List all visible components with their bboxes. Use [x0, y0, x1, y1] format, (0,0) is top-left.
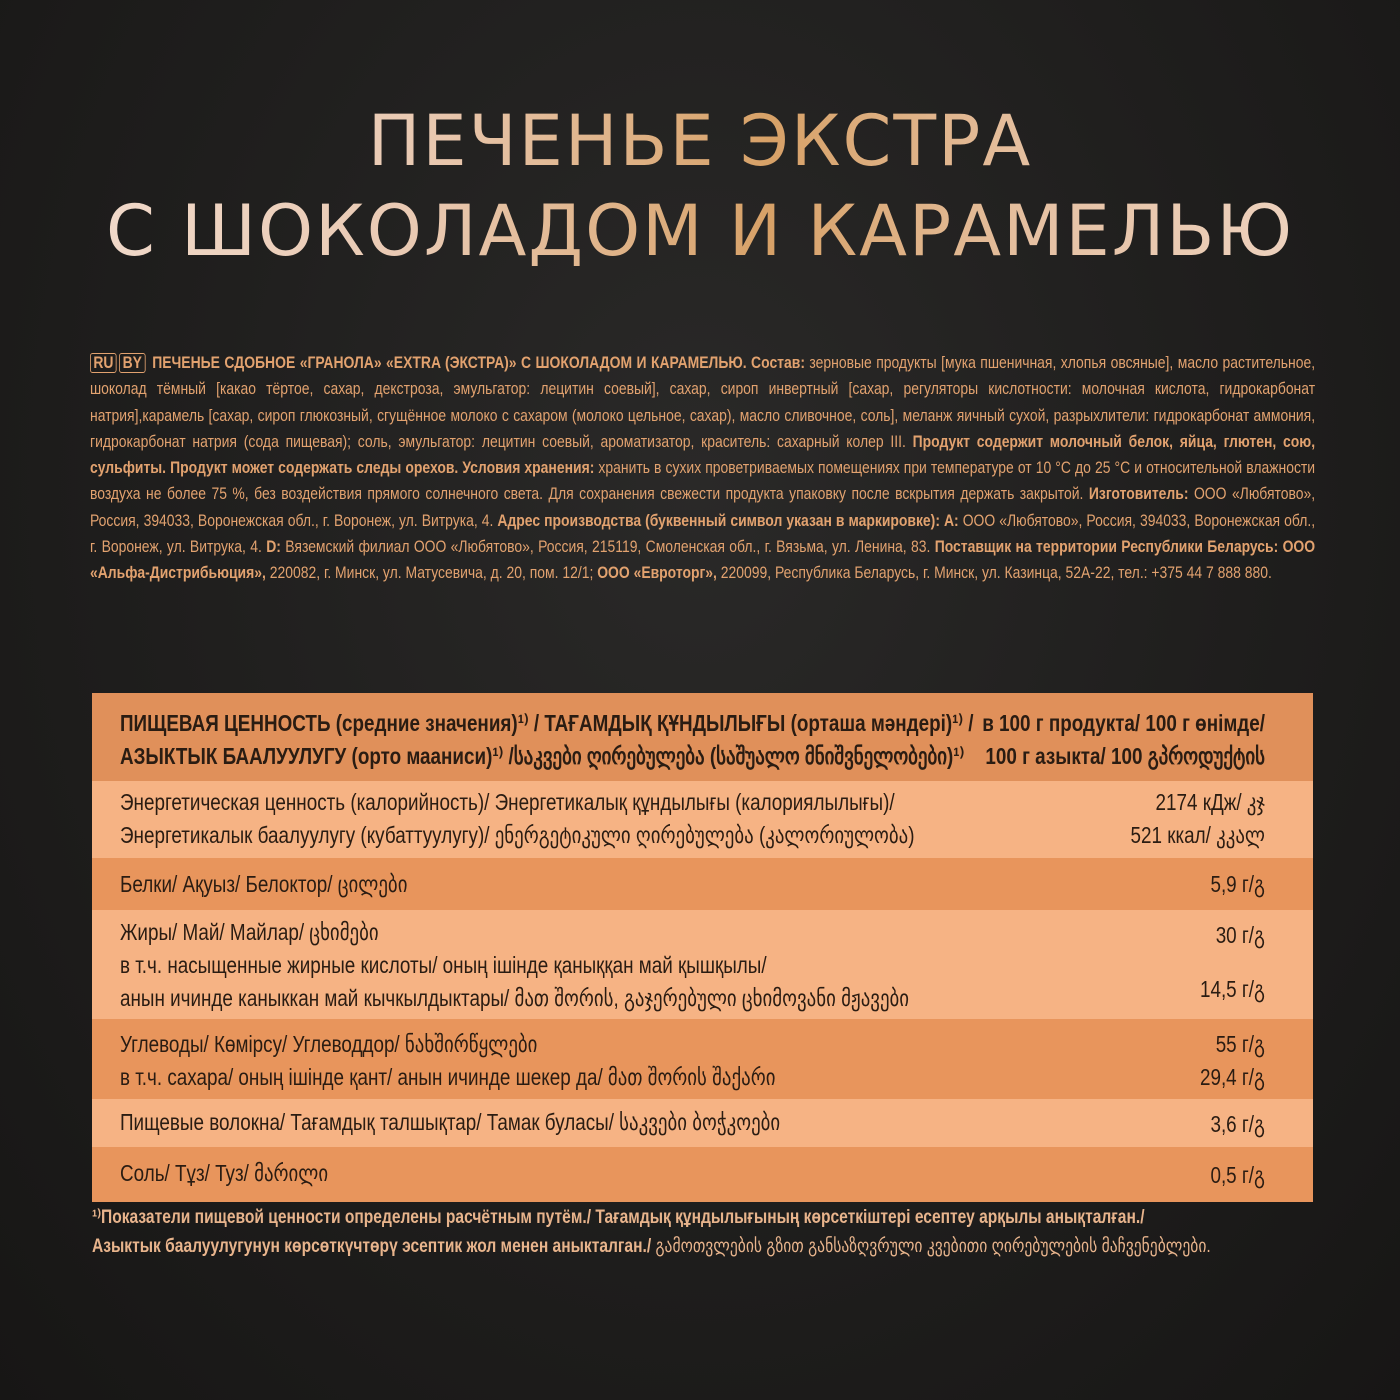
footnote-line-2-bold: Азыктык баалуулугунун көрсөткүчтөрү эсептик жол менен аныкталган./ [92, 1236, 652, 1257]
address-d-label: D: [266, 537, 281, 557]
energy-kj: 2174 кДж/ კჯ [1155, 789, 1265, 815]
ingredients-label: Состав: [751, 353, 805, 372]
row-protein [92, 858, 1313, 910]
storage: хранить в сухих проветриваемых помещениях при температуре от 10 °С до 25 °С и относительной влажности воздуха не более 75 %, без воздействия прямого солнечного света. Для сохранения свежести продукта упаковку после вскрытия держать закрытой. [90, 458, 1316, 504]
nutrition-header [92, 693, 1313, 781]
supplier2-label: ООО «Евроторг», [597, 563, 717, 583]
address-label: Адрес производства (буквенный символ указан в маркировке): А: [497, 510, 959, 530]
manufacturer: ООО «Любятово», Россия, 394033, Воронежская обл., г. Воронеж, ул. Витрука, 4. [90, 484, 1316, 530]
product-name: ПЕЧЕНЬЕ СДОБНОЕ «ГРАНОЛА» «EXTRA (ЭКСТРА)» С ШОКОЛАДОМ И КАРАМЕЛЬЮ. [152, 353, 747, 372]
sugar-value: 29,4 г/გ [1199, 1064, 1265, 1090]
fiber-label: Пищевые волокна/ Тағамдық талшықтар/ Тамак буласы/ საკვები ბოჭკოები [120, 1109, 781, 1135]
salt-value: 0,5 г/გ [1210, 1162, 1265, 1188]
sugar-label: в т.ч. сахара/ оның ішінде қант/ анын ичинде шекер да/ მათ შორის შაქარი [120, 1064, 776, 1090]
row-carbs [92, 1019, 1313, 1099]
saturated-fat-label-2: анын ичинде каныккан май кычкылдыктары/ მათ შორის, გაჯერებული ცხიმოვანი მჟავები [120, 985, 910, 1011]
header-left-line-1: ПИЩЕВАЯ ЦЕННОСТЬ (средние значения)¹⁾ / ТАҒАМДЫҚ ҚҰНДЫЛЫҒЫ (орташа мәндері)¹⁾ / [120, 710, 974, 736]
lang-badge-by: BY [119, 353, 145, 373]
row-fiber [92, 1099, 1313, 1147]
storage-label: Условия хранения: [462, 458, 595, 478]
composition-text [90, 350, 1315, 587]
salt-label: Соль/ Тұз/ Туз/ მარილი [120, 1160, 329, 1186]
address-a: ООО «Любятово», Россия, 394033, Воронежская обл., г. Воронеж, ул. Витрука, 4. [90, 510, 1316, 557]
fat-value: 30 г/გ [1215, 922, 1265, 948]
protein-value: 5,9 г/გ [1210, 871, 1265, 897]
fiber-value: 3,6 г/გ [1210, 1111, 1265, 1137]
title-line-2: С ШОКОЛАДОМ И КАРАМЕЛЬЮ [0, 190, 1400, 272]
row-salt [92, 1147, 1313, 1202]
title-line-1: ПЕЧЕНЬЕ ЭКСТРА [0, 100, 1400, 182]
supplier: 220082, г. Минск, ул. Матусевича, д. 20, пом. 12/1; [269, 563, 594, 583]
header-right-line-2: 100 г азыкта/ 100 გპროდუქტის [985, 743, 1265, 769]
footnote [92, 1203, 1306, 1261]
row-fat [92, 910, 1313, 1019]
energy-label-1: Энергетическая ценность (калорийность)/ Энергетикалық құндылығы (калориялылығы)/ [120, 789, 895, 815]
saturated-fat-value: 14,5 г/გ [1199, 976, 1265, 1002]
row-energy [92, 781, 1313, 858]
header-right-line-1: в 100 г продукта/ 100 г өнімде/ [982, 710, 1265, 736]
carbs-value: 55 г/გ [1215, 1031, 1265, 1057]
supplier2: 220099, Республика Беларусь, г. Минск, ул. Казинца, 52А-22, тел.: +375 44 7 888 880. [720, 563, 1272, 583]
carbs-label: Углеводы/ Көмірсу/ Углеводдор/ ნახშირწყლები [120, 1031, 538, 1057]
fat-label: Жиры/ Май/ Майлар/ ცხიმები [120, 919, 379, 945]
supplier-label: Поставщик на территории Республики Беларусь: ООО «Альфа-Дистрибьюция», [90, 537, 1316, 583]
header-left-line-2: АЗЫКТЫК БААЛУУЛУГУ (орто мааниси)¹⁾ /საკვები ღირებულება (საშუალო მნიშვნელობები)¹⁾ [120, 743, 965, 769]
address-d: Вяземский филиал ООО «Любятово», Россия, 215119, Смоленская обл., г. Вязьма, ул. Ленина, 83. [285, 537, 931, 557]
nutrition-table [92, 693, 1313, 1202]
energy-label-2: Энергетикалык баалуулугу (кубаттуулугу)/ ენერგეტიკული ღირებულება (კალორიულობა) [120, 822, 915, 848]
lang-badge-ru: RU [90, 353, 117, 373]
energy-kcal: 521 ккал/ კკალ [1130, 822, 1265, 848]
saturated-fat-label-1: в т.ч. насыщенные жирные кислоты/ оның ішінде қаныққан май қышқылы/ [120, 952, 767, 978]
protein-label: Белки/ Ақуыз/ Белоктор/ ცილები [120, 871, 408, 897]
footnote-line-2 [92, 1232, 1306, 1261]
manufacturer-label: Изготовитель: [1088, 484, 1189, 504]
ingredients: зерновые продукты [мука пшеничная, хлопья овсяные], масло растительное, шоколад тёмный [какао тёртое, сахар, декстроза, эмульгатор: лецитин соевый], сахар, сироп инвертный [сахар, регуляторы кислотности: молочная кислота, гидрокарбонат натрия],карамель [сахар, сироп глюкозный, сгущённое молоко с сахаром (молоко цельное, сахар), масло сливочное, соль], меланж яичный сухой, разрыхлители: гидрокарбонат аммония, гидрокарбонат натрия (сода пищевая); соль, эмульгатор: лецитин соевый, ароматизатор, краситель: сахарный колер III. [90, 353, 1316, 451]
footnote-line-2-rest: გამოთვლების გზით განსაზღვრული კვებითი ღირებულების მაჩვენებლები. [655, 1236, 1211, 1257]
footnote-line-1: ¹⁾Показатели пищевой ценности определены расчётным путём./ Тағамдық құндылығының көрсеткіштері есептеу арқылы анықталған./ [92, 1207, 1145, 1228]
allergens: Продукт содержит молочный белок, яйца, глютен, сою, сульфиты. Продукт может содержать следы орехов. [90, 431, 1316, 478]
